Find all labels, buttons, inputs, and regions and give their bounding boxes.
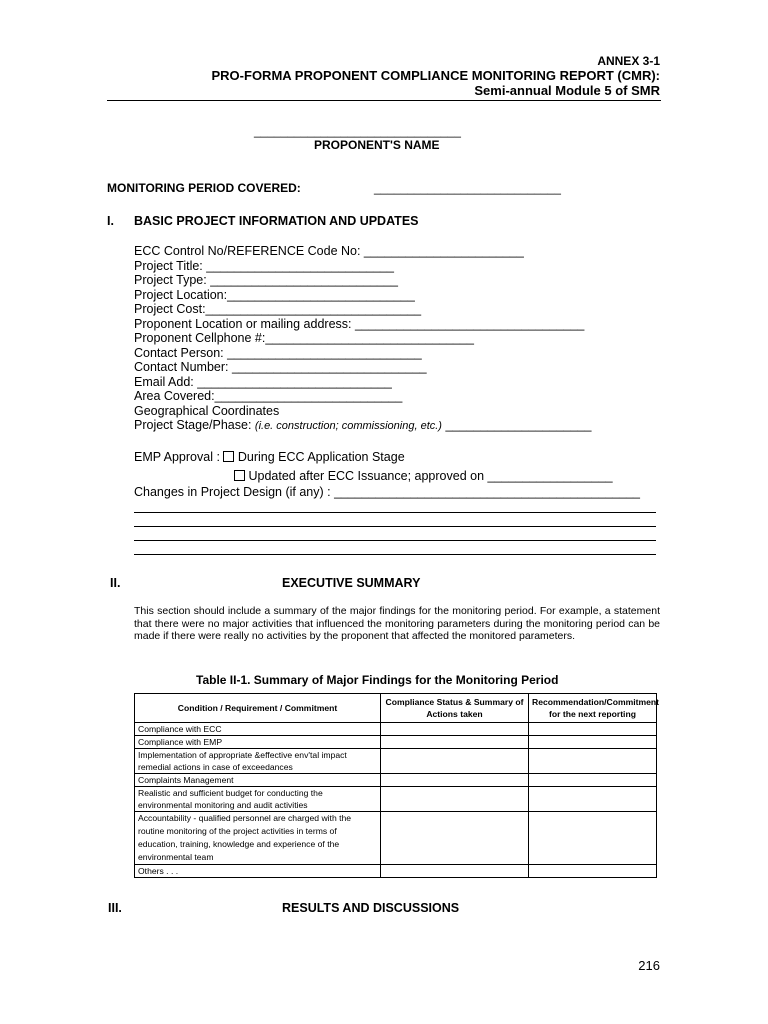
recommendation-cell[interactable]	[529, 787, 657, 812]
report-subtitle: Semi-annual Module 5 of SMR	[474, 83, 660, 98]
recommendation-cell[interactable]	[529, 749, 657, 774]
field-email: Email Add: ____________________________	[134, 374, 392, 389]
row-condition-cell: Compliance with ECC	[135, 723, 381, 736]
table-row	[135, 749, 657, 774]
monitoring-period-blank: ____________________________	[374, 181, 561, 195]
project-stage-hint: (i.e. construction; commissioning, etc.)	[254, 420, 442, 432]
section2-number: II.	[110, 576, 121, 590]
compliance-status-cell[interactable]	[381, 749, 529, 774]
field-contact-person: Contact Person: ____________________________	[134, 345, 422, 360]
field-project-stage	[134, 418, 591, 434]
field-ecc-control-no: ECC Control No/REFERENCE Code No: _______________________	[134, 244, 524, 258]
section2-title: EXECUTIVE SUMMARY	[282, 576, 421, 590]
field-proponent-cellphone: Proponent Cellphone #:______________________________	[134, 331, 474, 345]
header-rule	[107, 100, 661, 101]
compliance-status-cell[interactable]	[381, 774, 529, 787]
row-condition-cell: Complaints Management	[135, 774, 381, 787]
table-caption: Table II-1. Summary of Major Findings for the Monitoring Period	[196, 673, 559, 687]
monitoring-period-label: MONITORING PERIOD COVERED:	[107, 181, 301, 195]
table-header-row	[135, 694, 657, 723]
compliance-status-cell[interactable]	[381, 736, 529, 749]
compliance-status-cell[interactable]	[381, 812, 529, 865]
recommendation-cell[interactable]	[529, 736, 657, 749]
header-condition: Condition / Requirement / Commitment	[135, 694, 381, 723]
header-recommendation: Recommendation/Commitment for the next reporting	[529, 694, 657, 723]
changes-blank-line	[134, 526, 656, 527]
project-stage-blank: _____________________	[441, 418, 592, 432]
project-stage-label: Project Stage/Phase:	[134, 418, 255, 432]
changes-blank-line	[134, 554, 656, 555]
section1-title: BASIC PROJECT INFORMATION AND UPDATES	[134, 214, 419, 228]
compliance-status-cell[interactable]	[381, 787, 529, 812]
emp-approval-label: EMP Approval :	[134, 450, 224, 464]
recommendation-cell[interactable]	[529, 774, 657, 787]
table-row	[135, 787, 657, 812]
section3-number: III.	[108, 901, 122, 915]
emp-approval-row	[134, 450, 405, 465]
field-project-cost: Project Cost:_______________________________	[134, 302, 422, 316]
emp-updated-checkbox[interactable]	[234, 470, 245, 481]
section1-number: I.	[107, 214, 114, 228]
recommendation-cell[interactable]	[529, 865, 657, 878]
recommendation-cell[interactable]	[529, 812, 657, 865]
emp-during-ecc-label: During ECC Application Stage	[234, 450, 405, 464]
section3-title: RESULTS AND DISCUSSIONS	[282, 901, 460, 915]
table-row	[135, 736, 657, 749]
field-project-location: Project Location:___________________________	[134, 287, 415, 302]
field-project-title: Project Title: ___________________________	[134, 258, 394, 273]
executive-summary-text: This section should include a summary of the major findings for the monitoring period. For example, a statement that there were no major activities that influenced the monitoring parameters during the monitoring period can be made if there were really no activities by the proponent that affected the monitored parameters.	[134, 605, 660, 643]
annex-label: ANNEX 3-1	[597, 54, 660, 68]
row-condition-cell: Others . . .	[135, 865, 381, 878]
row-condition-cell: Compliance with EMP	[135, 736, 381, 749]
emp-updated-label: Updated after ECC Issuance; approved on __________________	[245, 469, 613, 483]
table-row	[135, 865, 657, 878]
compliance-status-cell[interactable]	[381, 723, 529, 736]
changes-blank-line	[134, 540, 656, 541]
row-condition-cell: Realistic and sufficient budget for conducting the environmental monitoring and audit activities	[135, 787, 381, 812]
row-condition-cell: Implementation of appropriate &effective env'tal impact remedial actions in case of exceedances	[135, 749, 381, 774]
proponent-name-label: PROPONENT'S NAME	[314, 138, 440, 152]
table-row	[135, 774, 657, 787]
field-changes-design: Changes in Project Design (if any) : ____________________________________________	[134, 485, 640, 499]
report-title: PRO-FORMA PROPONENT COMPLIANCE MONITORING REPORT (CMR):	[211, 68, 660, 83]
changes-blank-line	[134, 512, 656, 513]
header-compliance-status: Compliance Status & Summary of Actions taken	[381, 694, 529, 723]
field-geo-coordinates: Geographical Coordinates	[134, 403, 280, 418]
compliance-status-cell[interactable]	[381, 865, 529, 878]
field-contact-number: Contact Number: ____________________________	[134, 360, 427, 374]
field-area-covered: Area Covered:___________________________	[134, 389, 403, 403]
findings-table	[134, 693, 660, 878]
recommendation-cell[interactable]	[529, 723, 657, 736]
proponent-name-blank: _______________________________	[254, 124, 461, 138]
emp-during-ecc-checkbox[interactable]	[223, 451, 234, 462]
field-proponent-address: Proponent Location or mailing address: _________________________________	[134, 316, 585, 331]
emp-updated-row	[234, 469, 613, 484]
table-row	[135, 812, 657, 865]
table-row	[135, 723, 657, 736]
field-project-type: Project Type: ___________________________	[134, 273, 398, 287]
page-number: 216	[638, 958, 660, 973]
row-condition-cell: Accountability - qualified personnel are charged with the routine monitoring of the project activities in terms of education, training, knowledge and experience of the environmental team	[135, 812, 381, 865]
